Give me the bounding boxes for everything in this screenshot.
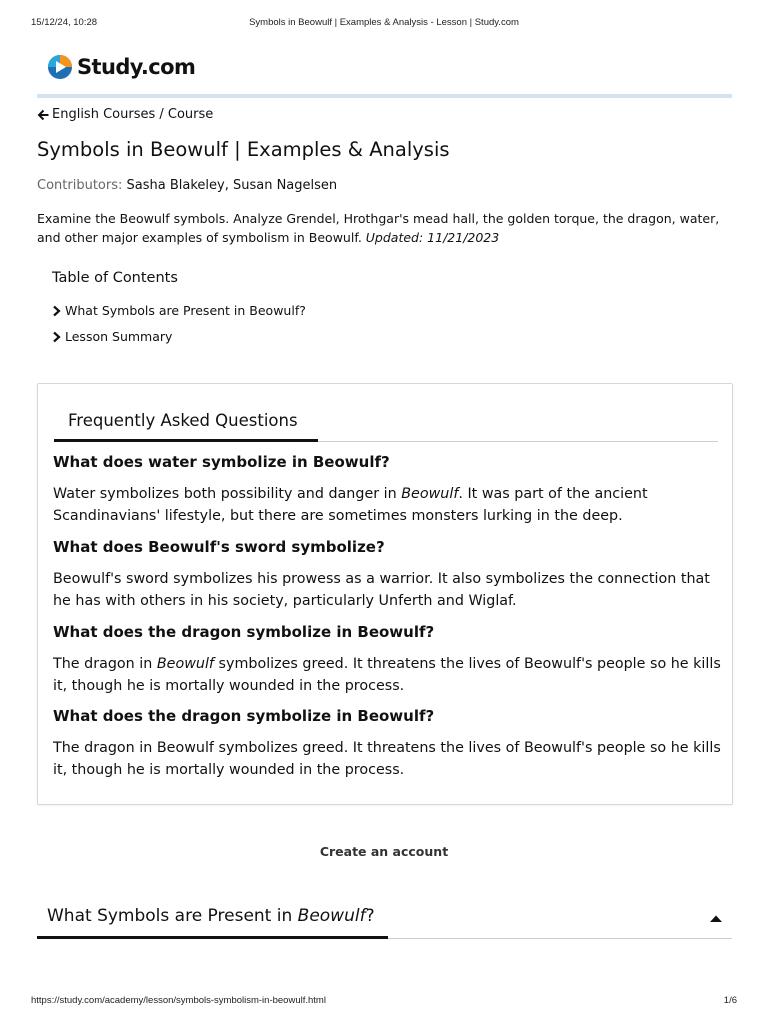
chevron-right-icon xyxy=(52,305,62,317)
create-account-link[interactable]: Create an account xyxy=(319,844,449,859)
faq-tab-underline xyxy=(54,439,318,442)
faq-answer-text: symbolizes greed. It threatens the lives of Beowulf's people so he kills it, though he is mortally wounded in the process. xyxy=(53,656,721,694)
breadcrumb-course[interactable]: Course xyxy=(167,107,214,122)
section-divider xyxy=(388,938,732,939)
caret-up-icon[interactable] xyxy=(709,914,723,923)
faq-answer-text: Beowulf's sword symbolizes his prowess as a warrior. It also symbolizes the connection that he has with others in his society, particularly Unferth and Wiglaf. xyxy=(53,571,710,609)
lesson-summary-text xyxy=(37,209,737,247)
print-url: https://study.com/academy/lesson/symbols-symbolism-in-beowulf.html xyxy=(31,995,326,1006)
contributors xyxy=(37,178,337,193)
faq-answer xyxy=(53,568,725,612)
faq-answer-text: The dragon in Beowulf symbolizes greed. It threatens the lives of Beowulf's people so he kills it, though he is mortally wounded in the process. xyxy=(53,740,721,778)
toc-title: Table of Contents xyxy=(52,270,178,286)
section-heading-text: What Symbols are Present in xyxy=(47,906,298,926)
faq-answer-emphasis: Beowulf xyxy=(401,486,459,502)
faq-answer xyxy=(53,653,725,697)
breadcrumb xyxy=(37,107,213,122)
toc-item-label: Lesson Summary xyxy=(65,329,173,344)
breadcrumb-separator: / xyxy=(155,107,168,122)
chevron-right-icon xyxy=(52,331,62,343)
faq-question: What does the dragon symbolize in Beowulf? xyxy=(53,623,435,641)
print-doc-title: Symbols in Beowulf | Examples & Analysis - Lesson | Study.com xyxy=(249,17,519,28)
section-heading xyxy=(47,906,375,926)
faq-tab[interactable]: Frequently Asked Questions xyxy=(68,411,298,430)
page-title: Symbols in Beowulf | Examples & Analysis xyxy=(37,138,450,161)
toc-item-lesson-summary[interactable] xyxy=(52,329,172,344)
faq-question: What does Beowulf's sword symbolize? xyxy=(53,538,385,556)
faq-question: What does the dragon symbolize in Beowulf? xyxy=(53,707,435,725)
section-heading-underline xyxy=(37,936,388,939)
toc-item-symbols[interactable] xyxy=(52,303,306,318)
faq-answer-emphasis: Beowulf xyxy=(156,656,214,672)
faq-answer-text: . It was part of the ancient Scandinavians' lifestyle, but there are sometimes monsters lurking in the deep. xyxy=(53,486,648,524)
print-datetime: 15/12/24, 10:28 xyxy=(31,17,98,28)
faq-answer-text: Water symbolizes both possibility and danger in xyxy=(53,486,402,502)
print-page-number: 1/6 xyxy=(723,995,737,1006)
contributors-names[interactable]: Sasha Blakeley, Susan Nagelsen xyxy=(126,178,338,193)
updated-date: Updated: 11/21/2023 xyxy=(365,230,500,245)
study-com-logo[interactable] xyxy=(47,52,195,82)
summary-body: Examine the Beowulf symbols. Analyze Grendel, Hrothgar's mead hall, the golden torque, the dragon, water, and other major examples of symbolism in Beowulf. xyxy=(37,211,720,245)
section-heading-text: ? xyxy=(365,906,375,926)
study-com-wordmark: Study.com xyxy=(77,55,196,79)
faq-question: What does water symbolize in Beowulf? xyxy=(53,453,390,471)
faq-answer-text: The dragon in xyxy=(53,656,157,672)
section-heading-emphasis: Beowulf xyxy=(297,906,366,926)
faq-answer xyxy=(53,737,725,781)
print-header xyxy=(0,17,768,31)
arrow-left-icon[interactable] xyxy=(37,109,49,121)
study-com-logo-icon xyxy=(47,54,73,80)
print-footer xyxy=(0,995,768,1009)
faq-tab-divider xyxy=(318,441,718,442)
faq-card xyxy=(37,383,733,805)
faq-answer xyxy=(53,483,725,527)
contributors-label: Contributors: xyxy=(37,178,123,193)
breadcrumb-english-courses[interactable]: English Courses xyxy=(52,107,156,122)
header-divider xyxy=(37,94,732,98)
toc-item-label: What Symbols are Present in Beowulf? xyxy=(65,303,306,318)
